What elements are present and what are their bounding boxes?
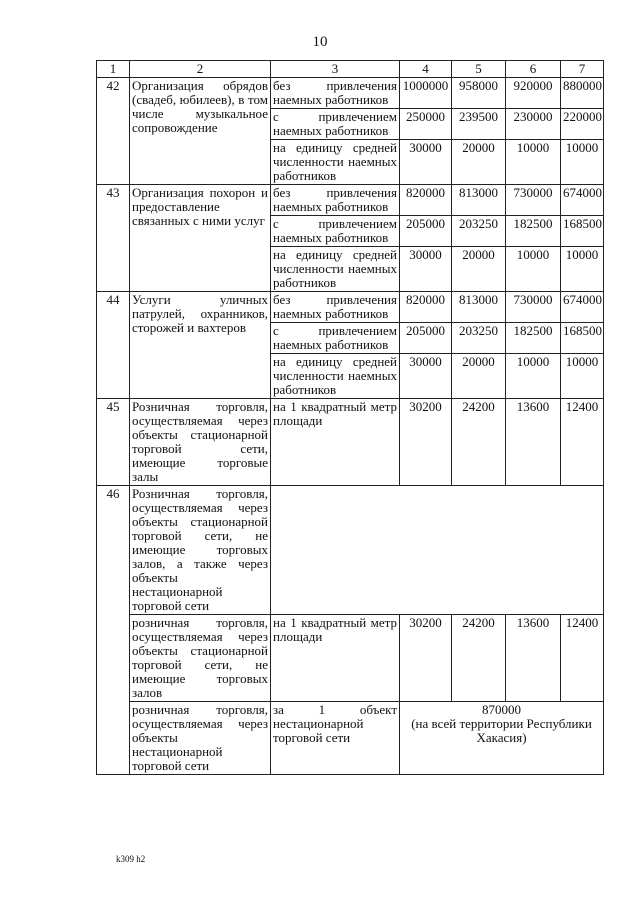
value-cell: 674000 [561,185,604,216]
header-cell: 3 [271,61,400,78]
header-cell: 2 [130,61,271,78]
value-cell: 674000 [561,292,604,323]
value-cell: 13600 [506,615,561,702]
basis-cell: на единицу средней численности наемных работников [271,354,400,399]
value-cell: 13600 [506,399,561,486]
value-cell: 205000 [400,216,452,247]
value-cell: 958000 [452,78,506,109]
empty-span-cell [271,486,604,615]
basis-cell: на 1 квадратный метр площади [271,615,400,702]
value-cell: 30000 [400,247,452,292]
basis-cell: без привлечения наемных работников [271,292,400,323]
value-cell: 250000 [400,109,452,140]
activity-name: Организация похорон и предоставление связанных с ними услуг [130,185,271,292]
sub-activity-name: розничная торговля, осуществляемая через объекты нестационарной торговой сети [130,702,271,775]
value-cell: 920000 [506,78,561,109]
row-number: 45 [97,399,130,486]
basis-cell: за 1 объект нестационарной торговой сети [271,702,400,775]
value-cell: 168500 [561,323,604,354]
value-cell: 813000 [452,185,506,216]
value-cell: 230000 [506,109,561,140]
tax-rate-table [96,60,604,775]
table-row [97,615,604,702]
value-cell: 10000 [561,140,604,185]
table-row [97,185,604,216]
value-cell: 820000 [400,185,452,216]
table-row [97,702,604,775]
header-cell: 6 [506,61,561,78]
value-cell: 30200 [400,399,452,486]
activity-name: Организация обрядов (свадеб, юбилеев), в том числе музыкальное сопровождение [130,78,271,185]
basis-cell: на единицу средней численности наемных работников [271,140,400,185]
value-cell: 880000 [561,78,604,109]
row-number: 43 [97,185,130,292]
value-cell: 20000 [452,140,506,185]
merged-value-note: (на всей территории Республики Хакасия) [411,716,592,745]
value-cell: 1000000 [400,78,452,109]
value-cell: 20000 [452,354,506,399]
table-row [97,292,604,323]
value-cell: 203250 [452,216,506,247]
header-cell: 7 [561,61,604,78]
table-row [97,399,604,486]
value-cell: 24200 [452,615,506,702]
value-cell: 203250 [452,323,506,354]
merged-value: 870000 [482,702,521,717]
basis-cell: на единицу средней численности наемных работников [271,247,400,292]
header-row [97,61,604,78]
value-cell: 239500 [452,109,506,140]
basis-cell: с привлечением наемных работников [271,216,400,247]
value-cell: 30000 [400,140,452,185]
value-cell: 10000 [506,247,561,292]
value-cell: 182500 [506,323,561,354]
value-cell: 10000 [561,354,604,399]
header-cell: 1 [97,61,130,78]
value-cell: 20000 [452,247,506,292]
value-cell: 30200 [400,615,452,702]
value-cell: 10000 [561,247,604,292]
activity-name: Розничная торговля, осуществляемая через объекты стационарной торговой сети, имеющие торговые залы [130,399,271,486]
value-cell: 168500 [561,216,604,247]
basis-cell: без привлечения наемных работников [271,78,400,109]
basis-cell: на 1 квадратный метр площади [271,399,400,486]
value-cell: 730000 [506,185,561,216]
header-cell: 4 [400,61,452,78]
value-cell: 220000 [561,109,604,140]
value-cell: 10000 [506,140,561,185]
value-cell: 12400 [561,399,604,486]
value-cell: 10000 [506,354,561,399]
value-cell: 12400 [561,615,604,702]
value-cell: 205000 [400,323,452,354]
value-cell: 813000 [452,292,506,323]
basis-cell: с привлечением наемных работников [271,109,400,140]
sub-activity-name: розничная торговля, осуществляемая через объекты стационарной торговой сети, не имеющие торговых залов [130,615,271,702]
table-row [97,486,604,615]
value-cell: 730000 [506,292,561,323]
row-number: 44 [97,292,130,399]
activity-name: Розничная торговля, осуществляемая через объекты стационарной торговой сети, не имеющие торговых залов, а также через объекты нестационарной торговой сети [130,486,271,615]
page-number: 10 [312,34,328,50]
value-cell: 820000 [400,292,452,323]
value-cell: 182500 [506,216,561,247]
basis-cell: с привлечением наемных работников [271,323,400,354]
value-cell: 24200 [452,399,506,486]
row-number: 42 [97,78,130,185]
basis-cell: без привлечения наемных работников [271,185,400,216]
footer-code: k309 h2 [116,854,146,864]
activity-name: Услуги уличных патрулей, охранников, сторожей и вахтеров [130,292,271,399]
table-row [97,78,604,109]
merged-value-cell [400,702,604,775]
header-cell: 5 [452,61,506,78]
value-cell: 30000 [400,354,452,399]
row-number: 46 [97,486,130,775]
